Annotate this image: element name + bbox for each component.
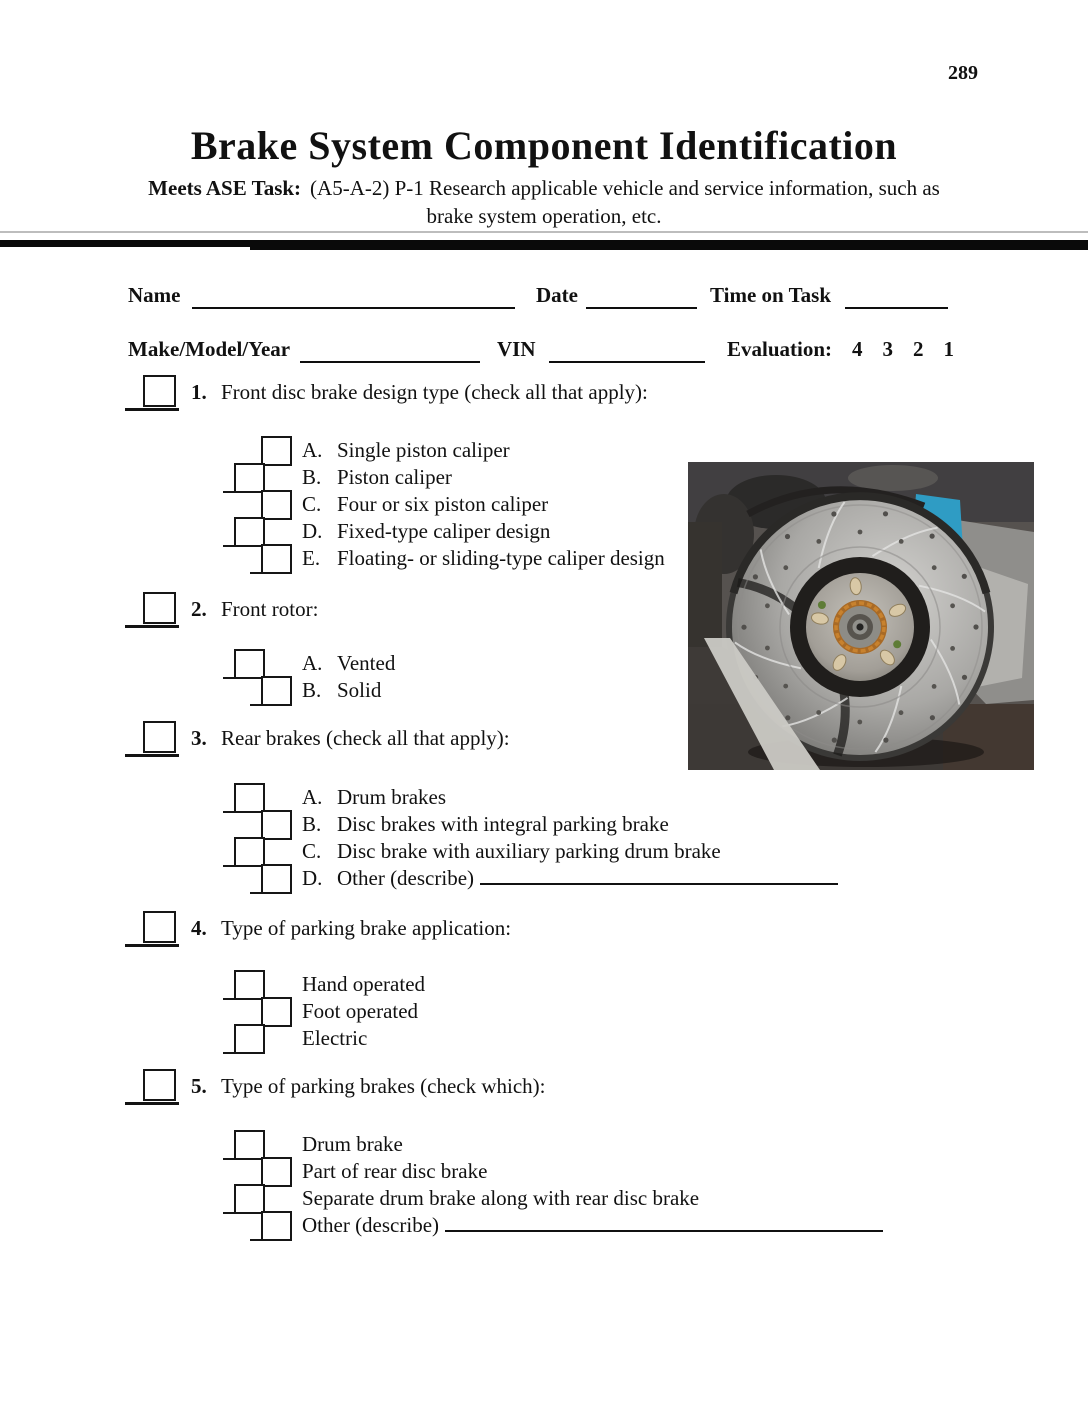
item-4-checkbox[interactable]: [143, 911, 176, 943]
page-number: 289: [948, 62, 978, 84]
option-letter: D.: [302, 866, 323, 890]
item-4-title: Type of parking brake application:: [221, 916, 512, 940]
option-text: Electric: [302, 1026, 368, 1050]
option-row: [234, 1131, 883, 1158]
item-5-title: Type of parking brakes (check which):: [221, 1074, 546, 1098]
item-3-title: Rear brakes (check all that apply):: [221, 726, 510, 750]
item-1-title: Front disc brake design type (check all that apply):: [221, 380, 648, 404]
make-model-year-blank[interactable]: [300, 340, 480, 363]
option-letter: C.: [302, 492, 322, 516]
ase-task-line: [0, 176, 1088, 201]
item-4-number: 4.: [191, 916, 207, 940]
name-label: Name: [128, 283, 181, 307]
option-checkbox[interactable]: [261, 810, 292, 840]
vin-blank[interactable]: [549, 340, 705, 363]
option-text: Floating- or sliding-type caliper design: [337, 546, 665, 570]
item-2-title: Front rotor:: [221, 597, 319, 621]
option-row: [234, 998, 425, 1025]
option-checkbox[interactable]: [234, 1130, 265, 1160]
option-text: Solid: [337, 678, 382, 702]
option-checkbox[interactable]: [261, 544, 292, 574]
evaluation-scores: [852, 337, 954, 362]
option-checkbox[interactable]: [234, 463, 265, 493]
option-text: Foot operated: [302, 999, 419, 1023]
option-checkbox[interactable]: [261, 436, 292, 466]
date-blank[interactable]: [586, 286, 697, 309]
option-text: Four or six piston caliper: [337, 492, 549, 516]
brake-rotor-photo: [688, 462, 1034, 770]
option-row: [234, 811, 838, 838]
date-label: Date: [536, 283, 578, 307]
option-text: Fixed-type caliper design: [337, 519, 551, 543]
option-checkbox[interactable]: [261, 490, 292, 520]
option-checkbox[interactable]: [234, 837, 265, 867]
name-blank[interactable]: [192, 286, 515, 309]
option-text: Piston caliper: [337, 465, 452, 489]
evaluation-score-1[interactable]: 1: [943, 337, 954, 361]
option-letter: D.: [302, 519, 323, 543]
option-row: [234, 838, 838, 865]
option-row: [234, 865, 838, 892]
option-checkbox[interactable]: [234, 649, 265, 679]
option-checkbox[interactable]: [234, 517, 265, 547]
option-letter: B.: [302, 465, 322, 489]
item-5-checkbox[interactable]: [143, 1069, 176, 1101]
item-5-options: [234, 1131, 883, 1239]
option-letter: C.: [302, 839, 322, 863]
item-3-number: 3.: [191, 726, 207, 750]
option-row: [234, 545, 665, 572]
option-text: Disc brake with auxiliary parking drum brake: [337, 839, 721, 863]
evaluation-score-4[interactable]: 4: [852, 337, 863, 361]
option-text: Drum brakes: [337, 785, 447, 809]
option-letter: A.: [302, 651, 323, 675]
option-row: [234, 1212, 883, 1239]
option-text: Single piston caliper: [337, 438, 510, 462]
option-text: Disc brakes with integral parking brake: [337, 812, 669, 836]
option-text: Vented: [337, 651, 396, 675]
evaluation-score-2[interactable]: 2: [913, 337, 924, 361]
item-1-options: [234, 437, 665, 572]
option-text: Part of rear disc brake: [302, 1159, 488, 1183]
option-checkbox[interactable]: [234, 1184, 265, 1214]
item-4-options: [234, 971, 425, 1052]
option-letter: A.: [302, 785, 323, 809]
vin-label: VIN: [497, 337, 536, 361]
time-on-task-label: Time on Task: [710, 283, 832, 307]
option-checkbox[interactable]: [261, 864, 292, 894]
time-on-task-blank[interactable]: [845, 286, 948, 309]
ase-task-text: (A5-A-2) P-1 Research applicable vehicle and service information, such as: [310, 176, 940, 200]
item-3-checkbox[interactable]: [143, 721, 176, 753]
option-checkbox[interactable]: [234, 783, 265, 813]
item-2-number: 2.: [191, 597, 207, 621]
option-text: Hand operated: [302, 972, 426, 996]
item-5-number: 5.: [191, 1074, 207, 1098]
option-text: Separate drum brake along with rear disc brake: [302, 1186, 700, 1210]
option-letter: B.: [302, 678, 322, 702]
option-letter: B.: [302, 812, 322, 836]
ase-task-label: Meets ASE Task:: [148, 176, 302, 200]
ase-task-text-2: brake system operation, etc.: [426, 204, 662, 228]
item-1-checkbox[interactable]: [143, 375, 176, 407]
option-row: [234, 677, 395, 704]
item-1-number: 1.: [191, 380, 207, 404]
page-title: Brake System Component Identification: [190, 123, 898, 168]
option-row: [234, 971, 425, 998]
evaluation-label: Evaluation:: [727, 337, 833, 361]
option-text: Other (describe): [337, 866, 475, 890]
option-letter: A.: [302, 438, 323, 462]
option-row: [234, 650, 395, 677]
option-text: Drum brake: [302, 1132, 403, 1156]
item-2-options: [234, 650, 395, 704]
evaluation-score-3[interactable]: 3: [882, 337, 893, 361]
option-row: [234, 1025, 425, 1052]
option-row: [234, 518, 665, 545]
option-checkbox[interactable]: [261, 1157, 292, 1187]
option-checkbox[interactable]: [234, 1024, 265, 1054]
option-row: [234, 1158, 883, 1185]
option-row: [234, 1185, 883, 1212]
brake-rotor-illustration: [688, 462, 1034, 770]
option-row: [234, 464, 665, 491]
item-3-options: [234, 784, 838, 892]
option-checkbox[interactable]: [261, 997, 292, 1027]
option-checkbox[interactable]: [234, 970, 265, 1000]
option-text: Other (describe): [302, 1213, 440, 1237]
make-model-year-label: Make/Model/Year: [128, 337, 291, 361]
item-2-checkbox[interactable]: [143, 592, 176, 624]
option-row: [234, 784, 838, 811]
other-describe-blank[interactable]: [480, 865, 838, 885]
option-checkbox[interactable]: [261, 676, 292, 706]
option-checkbox[interactable]: [261, 1211, 292, 1241]
other-describe-blank[interactable]: [445, 1212, 883, 1232]
option-letter: E.: [302, 546, 321, 570]
divider-gray-line: [0, 231, 1088, 233]
divider-bar-bottom: [250, 243, 1088, 250]
option-row: [234, 491, 665, 518]
option-row: [234, 437, 665, 464]
